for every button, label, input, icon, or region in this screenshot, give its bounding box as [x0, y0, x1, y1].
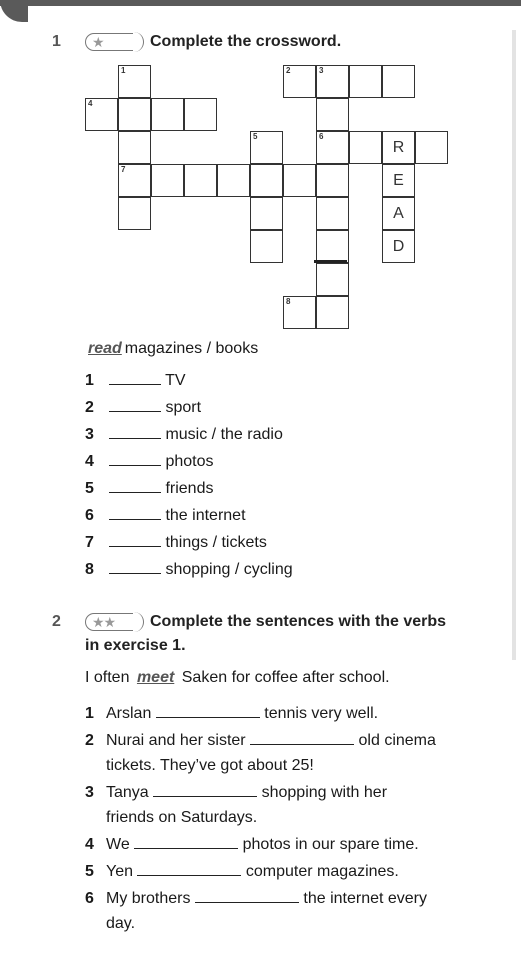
- clue-number: 4: [88, 99, 93, 108]
- sentence-item: 3 Tanya shopping with her friends on Saturdays.: [85, 784, 388, 826]
- crossword-cell[interactable]: [283, 296, 316, 329]
- crossword-cell[interactable]: [316, 197, 349, 230]
- exercise-2-example: I often meet Saken for coffee after school.: [85, 669, 390, 686]
- answer-blank[interactable]: [250, 731, 354, 745]
- answer-blank[interactable]: [153, 783, 257, 797]
- crossword-cell[interactable]: [382, 131, 415, 164]
- crossword-cell[interactable]: [316, 98, 349, 131]
- answer-blank[interactable]: [109, 425, 161, 439]
- answer-blank[interactable]: [109, 533, 161, 547]
- clue-number: 1: [121, 66, 126, 75]
- crossword-cell[interactable]: [349, 131, 382, 164]
- crossword-cell[interactable]: [118, 164, 151, 197]
- page-margin-rule: [512, 30, 516, 660]
- exercise-1-number: 1: [52, 33, 61, 50]
- exercise-2-difficulty-badge: [85, 613, 143, 631]
- crossword-cell[interactable]: [250, 131, 283, 164]
- clue-number: 8: [286, 297, 291, 306]
- page-top-corner: [0, 0, 28, 22]
- crossword-cell[interactable]: [250, 164, 283, 197]
- crossword-cell[interactable]: [118, 197, 151, 230]
- answer-blank[interactable]: [109, 371, 161, 385]
- exercise-2-title: Complete the sentences with the verbs: [150, 613, 447, 630]
- crossword-cell[interactable]: [316, 131, 349, 164]
- cell-letter: R: [392, 139, 405, 156]
- answer-blank[interactable]: [195, 889, 299, 903]
- crossword-cell[interactable]: [184, 98, 217, 131]
- crossword-cell[interactable]: [283, 164, 316, 197]
- example-text: magazines / books: [124, 340, 259, 357]
- crossword-cell[interactable]: [283, 65, 316, 98]
- star-icon: ★: [92, 34, 104, 50]
- crossword-cell[interactable]: [382, 230, 415, 263]
- crossword-cell[interactable]: [316, 230, 349, 263]
- answer-blank[interactable]: [109, 398, 161, 412]
- list-item: 6 the internet: [85, 507, 246, 524]
- list-item: 2 sport: [85, 399, 202, 416]
- cell-letter: D: [392, 238, 405, 255]
- crossword-cell[interactable]: [382, 65, 415, 98]
- crossword-cell[interactable]: [118, 131, 151, 164]
- clue-number: 2: [286, 66, 291, 75]
- crossword-thick-border: [314, 260, 347, 263]
- answer-blank[interactable]: [109, 560, 161, 574]
- answer-blank[interactable]: [109, 452, 161, 466]
- crossword-cell[interactable]: [415, 131, 448, 164]
- example-answer: read: [88, 340, 122, 357]
- crossword-cell[interactable]: [151, 98, 184, 131]
- list-item: 8 shopping / cycling: [85, 561, 293, 578]
- list-item: 1 TV: [85, 372, 186, 389]
- crossword-cell[interactable]: [250, 197, 283, 230]
- crossword-cell[interactable]: [118, 98, 151, 131]
- list-item: 4 photos: [85, 453, 214, 470]
- list-item: 5 friends: [85, 480, 214, 497]
- crossword-cell[interactable]: [250, 230, 283, 263]
- sentence-item: 6 My brothers the internet every day.: [85, 890, 427, 932]
- answer-blank[interactable]: [156, 704, 260, 718]
- cell-letter: A: [393, 205, 404, 222]
- cell-letter: E: [393, 172, 404, 189]
- answer-blank[interactable]: [109, 479, 161, 493]
- clue-number: 6: [319, 132, 324, 141]
- exercise-1-example: [85, 340, 258, 358]
- star-icon: ★★: [92, 614, 116, 630]
- crossword-cell[interactable]: [349, 65, 382, 98]
- crossword-cell[interactable]: [316, 263, 349, 296]
- answer-blank[interactable]: [109, 506, 161, 520]
- crossword-cell[interactable]: [316, 65, 349, 98]
- clue-number: 3: [319, 66, 324, 75]
- crossword-cell[interactable]: [184, 164, 217, 197]
- answer-blank[interactable]: [137, 862, 241, 876]
- exercise-2-number: 2: [52, 613, 61, 630]
- list-item: 3 music / the radio: [85, 426, 283, 443]
- crossword-cell[interactable]: [151, 164, 184, 197]
- sentence-item: 1 Arslan tennis very well.: [85, 705, 379, 722]
- crossword-cell[interactable]: [316, 164, 349, 197]
- answer-blank[interactable]: [134, 835, 238, 849]
- crossword-cell[interactable]: [316, 296, 349, 329]
- crossword-cell[interactable]: [382, 197, 415, 230]
- crossword-cell[interactable]: [382, 164, 415, 197]
- example-answer: meet: [136, 669, 175, 686]
- crossword-cell[interactable]: [217, 164, 250, 197]
- sentence-item: 2 Nurai and her sister old cinema tickets. They’ve got about 25!: [85, 732, 436, 774]
- clue-number: 7: [121, 165, 126, 174]
- sentence-item: 5 Yen computer magazines.: [85, 863, 399, 880]
- crossword-cell[interactable]: [85, 98, 118, 131]
- crossword-cell[interactable]: [118, 65, 151, 98]
- clue-number: 5: [253, 132, 258, 141]
- exercise-1-difficulty-badge: [85, 33, 143, 51]
- list-item: 7 things / tickets: [85, 534, 267, 551]
- exercise-1-title: Complete the crossword.: [150, 33, 342, 50]
- page-top-band: [0, 0, 521, 6]
- exercise-2-title-cont: in exercise 1.: [85, 637, 186, 654]
- sentence-item: 4 We photos in our spare time.: [85, 836, 419, 853]
